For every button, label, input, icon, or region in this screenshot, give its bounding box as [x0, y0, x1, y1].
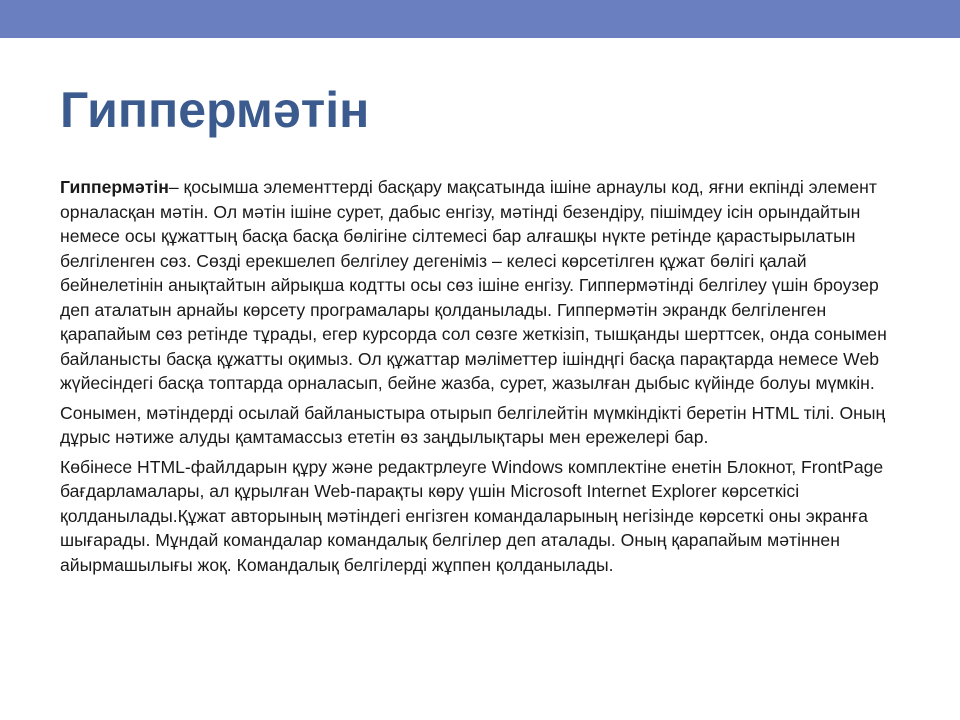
- paragraph-definition: [60, 175, 910, 396]
- definition-text: – қосымша элементтерді басқару мақсатында ішіне арнаулы код, яғни екпінді элемент орналасқан мәтін. Ол мәтін ішіне сурет, дабыс енгізу, мәтінді безендіру, пішімдеу ісін орындайтын немесе осы құжаттың басқа басқа бөлігіне сілтемесі бар алғашқы нүкте ретінде қарастырылатын белгіленген сөз. Сөзді ерекшелеп белгілеу дегеніміз – келесі көрсетілген құжат бөлігі қалай бейнелетінін анықтайтын айрықша кодтты осы сөз ішіне енгізу. Гиппермәтінді белгілеу үшін броузер деп аталатын арнайы көрсету програмалары қолданылады. Гиппермәтін экрандк белгіленген қарапайым сөз ретінде тұрады, егер курсорда сол сөзге жеткізіп, тышқанды шерттсек, онда сонымен байланысты басқа құжатты оқимыз. Ол құжаттар мәліметтер ішіндңгі басқа парақтарда немесе Web жүйесіндегі басқа топтарда орналасып, бейне жазба, сурет, жазылған дыбыс күйінде болуы мүмкін.: [60, 177, 887, 393]
- slide-accent-bar: [0, 0, 960, 38]
- paragraph-html-language: Сонымен, мәтіндерді осылай байланыстыра отырып белгілейтін мүмкіндікті беретін HTML тілі. Оның дұрыс нәтиже алуды қамтамассыз ететін өз заңдылықтары мен ережелері бар.: [60, 402, 886, 447]
- paragraph-tools: Көбінесе HTML-файлдарын құру және редактрлеуге Windows комплектіне енетін Блокнот, FrontPage бағдарламалары, ал құрылған Web-парақты көру үшін Microsoft Internet Explorer көрсеткісі қолданылады.Құжат авторының мәтіндегі енгізген командаларының негізінде көрсеткі оны экранға шығарады. Мұндай командалар командалық белгілер деп аталады. Оның қарапайым мәтіннен айырмашылығы жоқ. Командалық белгілерді жұппен қолданылады.: [60, 456, 884, 575]
- slide-body: [60, 175, 910, 582]
- slide-title: Гиппермәтін: [60, 82, 370, 138]
- defined-term: Гиппермәтін: [60, 177, 169, 197]
